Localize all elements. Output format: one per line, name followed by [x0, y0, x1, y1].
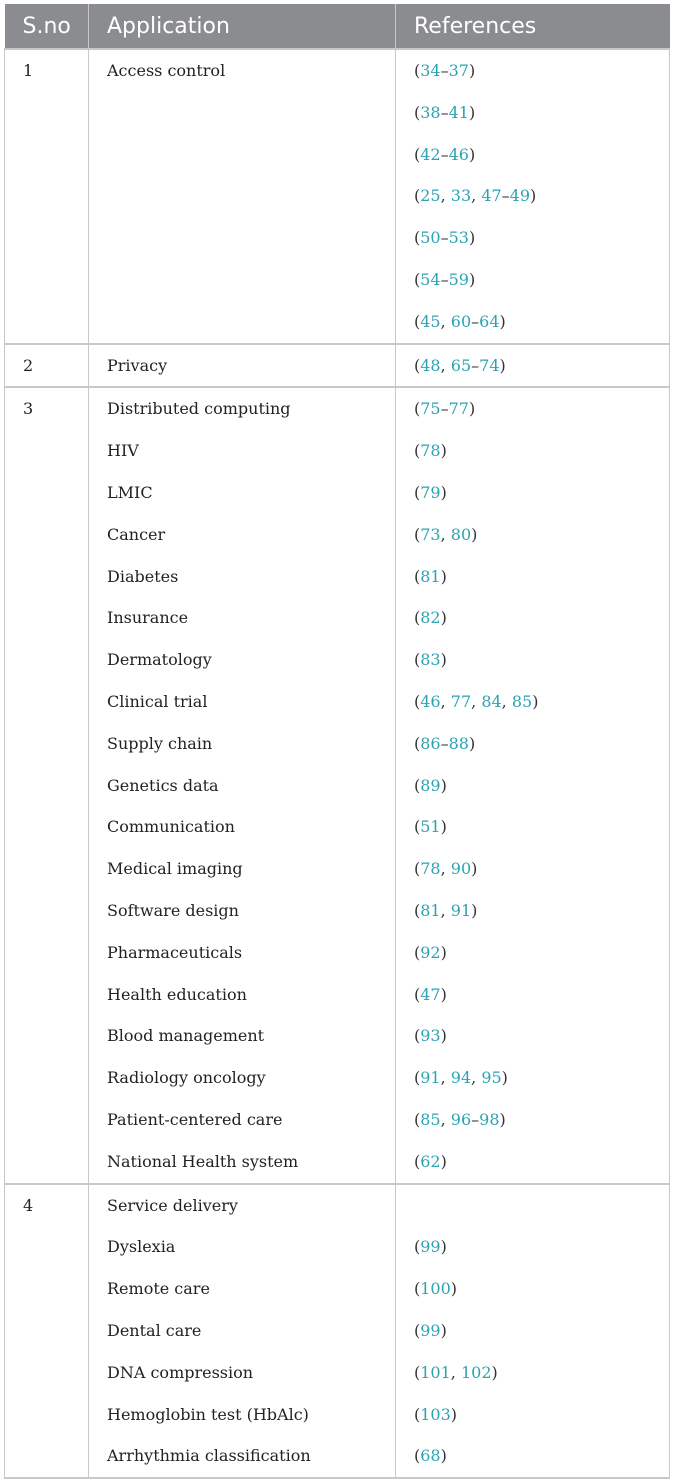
application-cell	[89, 344, 396, 388]
reference-link[interactable]: 102	[460, 1362, 492, 1382]
reference-link[interactable]: 46	[420, 691, 441, 711]
reference-link[interactable]: 75	[420, 399, 441, 419]
reference-link[interactable]: 85	[511, 691, 533, 711]
application-label: Hemoglobin test (HbAlc)	[107, 1404, 309, 1424]
application-label: Patient-centered care	[107, 1109, 283, 1129]
application-label: LMIC	[107, 482, 153, 502]
reference-separator: –	[471, 355, 480, 375]
reference-line: (38–41)	[414, 102, 476, 122]
reference-link[interactable]: 54	[420, 269, 441, 289]
references-cell	[396, 387, 670, 1183]
reference-link[interactable]: 85	[420, 1109, 441, 1129]
reference-link[interactable]: 41	[448, 102, 469, 122]
application-label: Radiology oncology	[107, 1068, 266, 1088]
reference-separator: ,	[440, 186, 451, 206]
application-label: Cancer	[107, 524, 166, 544]
reference-link[interactable]: 47	[481, 186, 502, 206]
application-label: Communication	[107, 817, 235, 837]
table-body	[5, 49, 670, 1478]
reference-line: (25, 33, 47–49)	[414, 186, 537, 206]
references-header: References	[396, 4, 670, 49]
sno-header: S.no	[5, 4, 89, 49]
application-label: Distributed computing	[107, 399, 291, 419]
application-label: Privacy	[107, 355, 168, 375]
reference-separator: –	[471, 1109, 480, 1129]
reference-link[interactable]: 81	[420, 900, 441, 920]
application-cell	[89, 49, 396, 344]
application-label	[107, 92, 395, 134]
reference-line: (75–77)	[414, 399, 476, 419]
application-label	[107, 134, 395, 176]
application-label: DNA compression	[107, 1362, 254, 1382]
reference-link[interactable]: 64	[479, 311, 500, 331]
reference-link[interactable]: 62	[420, 1151, 441, 1171]
application-label: Service delivery	[107, 1195, 238, 1215]
reference-link[interactable]: 93	[420, 1026, 441, 1046]
application-label	[107, 301, 395, 343]
reference-line: (45, 60–64)	[414, 311, 506, 331]
reference-link[interactable]: 88	[448, 733, 469, 753]
reference-separator: ,	[440, 900, 451, 920]
reference-line: (50–53)	[414, 228, 476, 248]
application-label: Dental care	[107, 1320, 202, 1340]
applications-table	[4, 4, 670, 1479]
reference-separator: –	[501, 186, 510, 206]
references-cell	[396, 49, 670, 344]
reference-link[interactable]: 45	[420, 311, 441, 331]
reference-line: (103)	[414, 1404, 458, 1424]
reference-link[interactable]: 98	[479, 1109, 500, 1129]
reference-link[interactable]: 86	[420, 733, 441, 753]
reference-link[interactable]: 91	[420, 1068, 441, 1088]
reference-link[interactable]: 34	[420, 61, 441, 80]
application-label: Health education	[107, 984, 247, 1004]
application-label: Software design	[107, 900, 239, 920]
reference-separator: –	[440, 269, 449, 289]
application-label: Clinical trial	[107, 691, 208, 711]
reference-line: (93)	[414, 1026, 447, 1046]
reference-link[interactable]: 99	[420, 1320, 441, 1340]
application-label: Medical imaging	[107, 859, 243, 879]
application-label	[107, 175, 395, 217]
reference-separator: –	[440, 733, 449, 753]
group-row	[5, 387, 670, 1183]
application-cell	[89, 1184, 396, 1479]
application-label: Pharmaceuticals	[107, 942, 243, 962]
reference-link[interactable]: 47	[420, 984, 441, 1004]
sno-number: 4	[23, 1195, 34, 1215]
reference-line: (47)	[414, 984, 447, 1004]
reference-link[interactable]: 84	[481, 691, 502, 711]
reference-link[interactable]: 74	[479, 355, 500, 375]
reference-link[interactable]: 81	[420, 566, 441, 586]
reference-line: (82)	[414, 608, 447, 628]
application-label: National Health system	[107, 1151, 299, 1171]
application-label: Supply chain	[107, 733, 213, 753]
reference-link[interactable]: 96	[450, 1109, 472, 1129]
reference-line: (79)	[414, 482, 447, 502]
sno-cell	[5, 344, 89, 388]
references-cell	[396, 1184, 670, 1479]
reference-link[interactable]: 33	[450, 186, 472, 206]
reference-link[interactable]: 68	[420, 1446, 441, 1466]
sno-number: 3	[23, 399, 34, 419]
reference-separator: –	[440, 228, 449, 248]
reference-link[interactable]: 80	[450, 524, 472, 544]
application-label	[107, 217, 395, 259]
application-label	[107, 259, 395, 301]
reference-separator: ,	[440, 691, 451, 711]
reference-line: (83)	[414, 650, 447, 670]
application-label: Dyslexia	[107, 1237, 176, 1257]
reference-separator: ,	[440, 524, 451, 544]
reference-link[interactable]: 65	[450, 355, 472, 375]
reference-link[interactable]: 53	[448, 228, 469, 248]
reference-line: (99)	[414, 1237, 447, 1257]
reference-separator: ,	[450, 1362, 461, 1382]
reference-link[interactable]: 73	[420, 524, 441, 544]
group-row	[5, 344, 670, 388]
reference-link[interactable]: 25	[420, 186, 441, 206]
reference-separator: ,	[471, 186, 482, 206]
reference-link[interactable]: 79	[420, 482, 441, 502]
group-row	[5, 49, 670, 344]
application-label: Blood management	[107, 1026, 265, 1046]
reference-link[interactable]: 92	[420, 942, 441, 962]
sno-number: 2	[23, 355, 34, 375]
reference-link[interactable]: 78	[420, 441, 441, 461]
reference-line: (81)	[414, 566, 447, 586]
header-row	[5, 4, 670, 49]
reference-line: (100)	[414, 1279, 458, 1299]
application-label: Access control	[107, 61, 226, 80]
reference-line: (92)	[414, 942, 447, 962]
application-label: Arrhythmia classification	[107, 1446, 311, 1466]
reference-line: (42–46)	[414, 144, 476, 164]
reference-link[interactable]: 51	[420, 817, 441, 837]
reference-line: (62)	[414, 1151, 447, 1171]
reference-link[interactable]: 77	[450, 691, 472, 711]
reference-separator: ,	[440, 1109, 451, 1129]
reference-link[interactable]: 59	[448, 269, 469, 289]
reference-line: (91, 94, 95)	[414, 1068, 508, 1088]
reference-separator: ,	[471, 691, 482, 711]
sno-number: 1	[23, 61, 34, 80]
reference-link[interactable]: 83	[420, 650, 441, 670]
reference-separator: ,	[440, 859, 451, 879]
reference-link[interactable]: 42	[420, 144, 441, 164]
reference-line: (46, 77, 84, 85)	[414, 691, 539, 711]
reference-line: (85, 96–98)	[414, 1109, 506, 1129]
sno-cell	[5, 387, 89, 1183]
reference-link[interactable]: 89	[420, 775, 441, 795]
reference-line: (48, 65–74)	[414, 355, 506, 375]
reference-line: (34–37)	[414, 61, 476, 80]
reference-link[interactable]: 49	[509, 186, 531, 206]
reference-link[interactable]: 38	[420, 102, 441, 122]
reference-line: (54–59)	[414, 269, 476, 289]
reference-separator: –	[440, 144, 449, 164]
reference-line: (101, 102)	[414, 1362, 498, 1382]
reference-link[interactable]: 100	[420, 1279, 451, 1299]
sno-cell	[5, 49, 89, 344]
reference-separator: ,	[440, 1068, 451, 1088]
reference-link[interactable]: 37	[448, 61, 469, 80]
reference-link[interactable]: 46	[448, 144, 469, 164]
reference-separator: –	[440, 61, 449, 80]
reference-link[interactable]: 94	[450, 1068, 472, 1088]
reference-link[interactable]: 101	[420, 1362, 451, 1382]
references-cell	[396, 344, 670, 388]
application-label: Remote care	[107, 1279, 210, 1299]
reference-link[interactable]: 48	[420, 355, 441, 375]
reference-line: (89)	[414, 775, 447, 795]
reference-line: (78)	[414, 441, 447, 461]
reference-link[interactable]: 91	[450, 900, 472, 920]
group-row	[5, 1184, 670, 1479]
application-label: Insurance	[107, 608, 189, 628]
reference-link[interactable]: 99	[420, 1237, 441, 1257]
reference-separator: –	[471, 311, 480, 331]
reference-separator: ,	[471, 1068, 482, 1088]
reference-line	[414, 1185, 669, 1227]
reference-separator: ,	[501, 691, 512, 711]
reference-line: (68)	[414, 1446, 447, 1466]
reference-link[interactable]: 50	[420, 228, 441, 248]
reference-line: (86–88)	[414, 733, 476, 753]
reference-line: (81, 91)	[414, 900, 478, 920]
reference-separator: ,	[440, 311, 451, 331]
application-cell	[89, 387, 396, 1183]
reference-link[interactable]: 103	[420, 1404, 451, 1424]
reference-link[interactable]: 60	[450, 311, 472, 331]
application-header: Application	[89, 4, 396, 49]
reference-line: (73, 80)	[414, 524, 478, 544]
reference-separator: –	[440, 102, 449, 122]
reference-line: (51)	[414, 817, 447, 837]
reference-line: (99)	[414, 1320, 447, 1340]
reference-separator: –	[440, 399, 449, 419]
reference-line: (78, 90)	[414, 859, 478, 879]
application-label: Diabetes	[107, 566, 179, 586]
application-label: Genetics data	[107, 775, 219, 795]
reference-link[interactable]: 77	[448, 399, 469, 419]
application-label: HIV	[107, 441, 139, 461]
sno-cell	[5, 1184, 89, 1479]
reference-separator: ,	[440, 355, 451, 375]
application-label: Dermatology	[107, 650, 212, 670]
reference-link[interactable]: 90	[450, 859, 472, 879]
reference-link[interactable]: 95	[481, 1068, 502, 1088]
reference-link[interactable]: 82	[420, 608, 441, 628]
reference-link[interactable]: 78	[420, 859, 441, 879]
